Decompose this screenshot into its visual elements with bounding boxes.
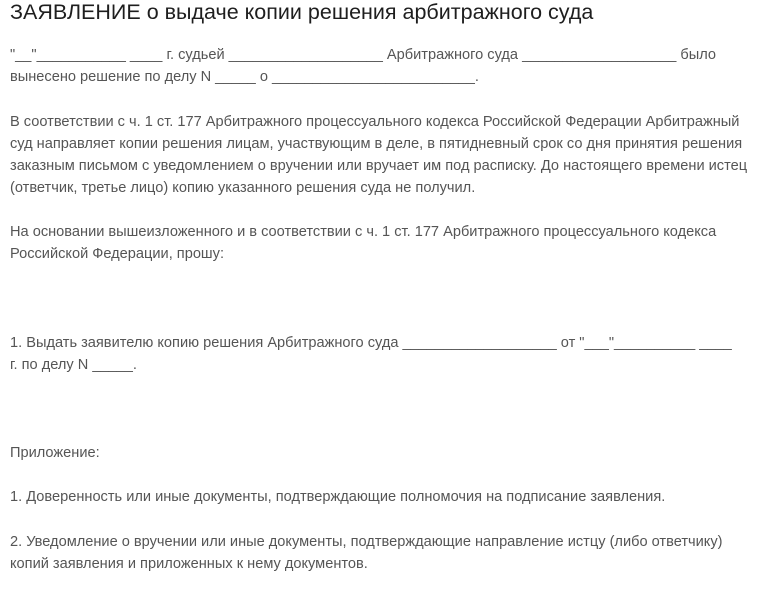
text-line: 1. Доверенность или иные документы, подтверждающие полномочия на подписание заявления.	[10, 489, 666, 505]
attachments-heading	[10, 442, 764, 464]
text-line: суд направляет копии решения лицам, участвующим в деле, в пятидневный срок со дня принятия решения	[10, 136, 743, 152]
text-line: г. по делу N _____.	[10, 357, 137, 373]
text-line: копий заявления и приложенных к нему документов.	[10, 556, 368, 572]
text-line: вынесено решение по делу N _____ о _________________________.	[10, 69, 479, 85]
text-line: Приложение:	[10, 445, 100, 461]
intro-paragraph	[10, 44, 764, 88]
text-line: (ответчик, третье лицо) копию указанного решения суда не получил.	[10, 180, 476, 196]
attachment-item-2	[10, 531, 764, 575]
text-line: "__"___________ ____ г. судьей ___________________ Арбитражного суда ___________________ было	[10, 47, 717, 63]
text-line: 2. Уведомление о вручении или иные документы, подтверждающие направление истцу (либо ответчику)	[10, 534, 723, 550]
text-line: На основании вышеизложенного и в соответствии с ч. 1 ст. 177 Арбитражного процессуального кодекса	[10, 224, 717, 240]
attachment-item-1	[10, 486, 764, 508]
text-line: В соответствии с ч. 1 ст. 177 Арбитражного процессуального кодекса Российской Федерации Арбитражный	[10, 114, 740, 130]
text-line: заказным письмом с уведомлением о вручении или вручает им под расписку. До настоящего времени истец	[10, 158, 748, 174]
document-title: ЗАЯВЛЕНИЕ о выдаче копии решения арбитражного суда	[10, 0, 594, 24]
text-line: 1. Выдать заявителю копию решения Арбитражного суда ___________________ от "___"__________ ____	[10, 335, 732, 351]
request-item	[10, 332, 764, 376]
text-line: Российской Федерации, прошу:	[10, 246, 224, 262]
legal-basis-paragraph	[10, 111, 764, 199]
request-intro-paragraph	[10, 221, 764, 265]
